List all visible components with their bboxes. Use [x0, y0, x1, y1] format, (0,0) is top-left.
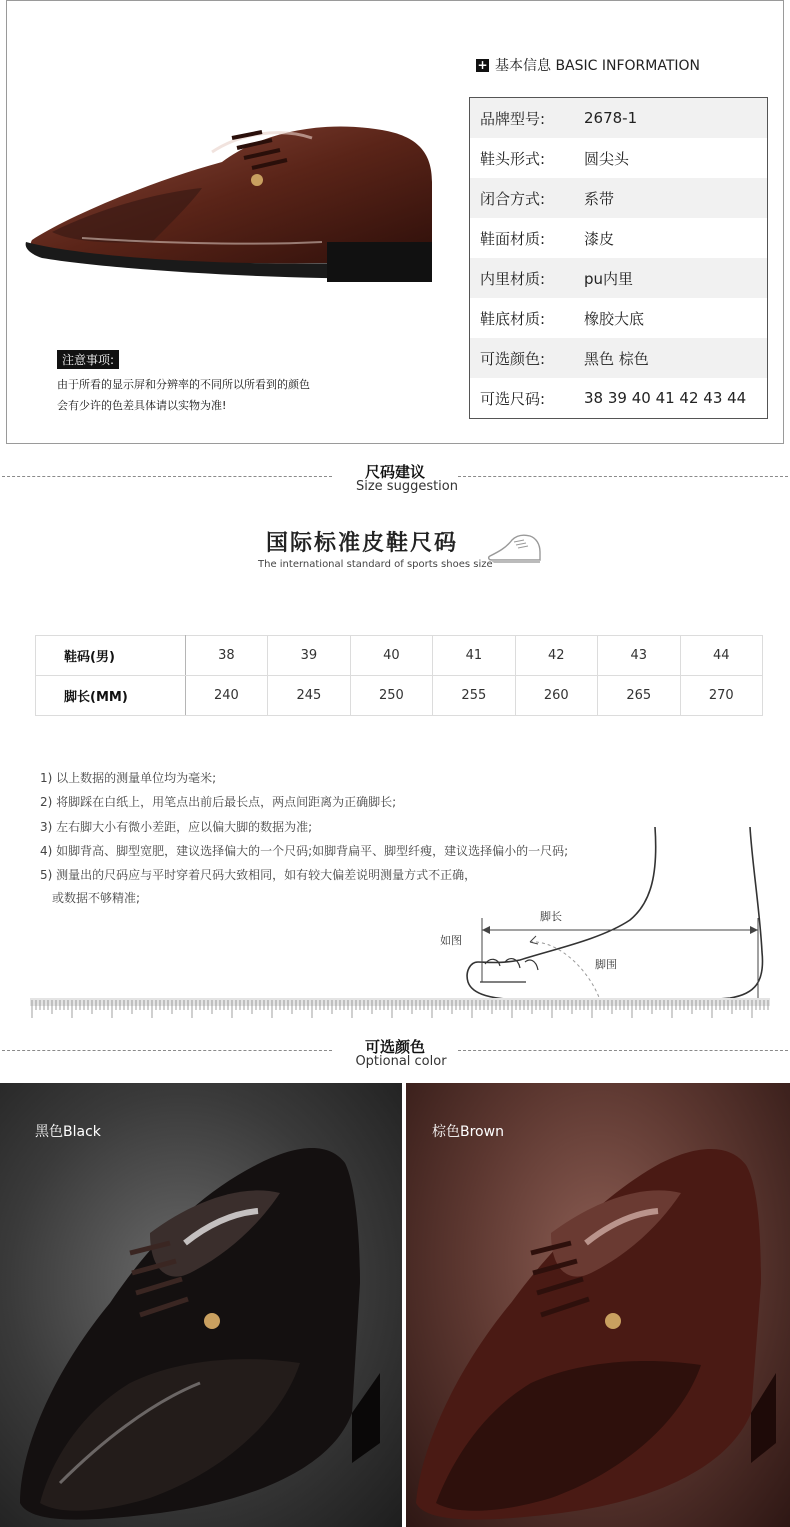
size-chart-table	[35, 635, 763, 716]
notice-tag: 注意事项:	[57, 350, 119, 369]
size-section-title: 尺码建议	[364, 463, 425, 481]
as-shown-label: 如图	[440, 934, 462, 947]
spec-value: 橡胶大底	[584, 309, 645, 328]
section-divider-left	[2, 1050, 332, 1051]
table-cell: 44	[680, 636, 762, 676]
spec-value: 黑色 棕色	[584, 349, 649, 368]
spec-label: 可选颜色:	[480, 349, 546, 368]
black-shoe-image	[0, 1083, 402, 1527]
spec-value: 系带	[584, 189, 615, 208]
spec-value: 38 39 40 41 42 43 44	[584, 389, 747, 407]
note-item: 或数据不够精准;	[52, 891, 141, 905]
foot-length-label: 脚长	[540, 910, 562, 923]
spec-label: 品牌型号:	[480, 109, 546, 128]
table-cell: 270	[680, 676, 762, 716]
spec-row-closure	[470, 178, 767, 218]
spec-label: 鞋底材质:	[480, 309, 546, 328]
black-shoe-photo	[0, 1083, 402, 1527]
spec-label: 闭合方式:	[480, 189, 546, 208]
note-item: 3) 左右脚大小有微小差距，应以偏大脚的数据为准;	[40, 820, 313, 834]
standard-size-subtitle: The international standard of sports shoes size	[258, 559, 493, 570]
section-divider-right	[458, 476, 788, 477]
spec-row-model	[470, 98, 767, 138]
standard-size-title: 国际标准皮鞋尺码	[266, 531, 459, 556]
black-color-label: 黑色Black	[35, 1124, 101, 1140]
spec-label: 鞋面材质:	[480, 229, 546, 248]
spec-row-colors	[470, 338, 767, 378]
table-cell: 40	[350, 636, 432, 676]
size-section-subtitle: Size suggestion	[355, 479, 458, 494]
notice-text: 由于所看的显示屏和分辨率的不同所以所看到的颜色	[57, 378, 310, 391]
spec-value: pu内里	[584, 269, 634, 288]
table-row	[36, 636, 763, 676]
table-cell: 260	[515, 676, 597, 716]
spec-value: 2678-1	[584, 109, 638, 127]
table-cell: 39	[268, 636, 350, 676]
spec-label: 可选尺码:	[480, 389, 546, 408]
row-header-foot-length: 脚长(MM)	[36, 676, 186, 716]
table-cell: 38	[185, 636, 267, 676]
basic-info-title-text: 基本信息 BASIC INFORMATION	[495, 58, 701, 74]
spec-label: 内里材质:	[480, 269, 546, 288]
spec-label: 鞋头形式:	[480, 149, 546, 168]
spec-value: 漆皮	[584, 229, 615, 248]
table-cell: 255	[433, 676, 515, 716]
ruler-graphic	[30, 998, 770, 1020]
color-section-title: 可选颜色	[364, 1038, 425, 1056]
spec-row-toe	[470, 138, 767, 178]
note-item: 1) 以上数据的测量单位均为毫米;	[40, 771, 217, 785]
spec-row-sizes	[470, 378, 767, 418]
table-cell: 265	[598, 676, 680, 716]
table-row	[36, 676, 763, 716]
section-divider-left	[2, 476, 332, 477]
table-cell: 42	[515, 636, 597, 676]
brown-shoe-image	[22, 92, 442, 292]
brown-shoe-photo	[406, 1083, 790, 1527]
table-cell: 43	[598, 636, 680, 676]
brown-color-label: 棕色Brown	[432, 1124, 504, 1140]
color-section-subtitle: Optional color	[355, 1054, 447, 1069]
brown-shoe-image-large	[406, 1083, 790, 1527]
table-cell: 41	[433, 636, 515, 676]
spec-value: 圆尖头	[584, 149, 630, 168]
spec-row-upper	[470, 218, 767, 258]
foot-measure-diagram	[430, 822, 770, 1012]
note-item: 2) 将脚踩在白纸上，用笔点出前后最长点，两点间距离为正确脚长;	[40, 795, 397, 809]
plus-icon: +	[477, 57, 488, 72]
note-item: 4) 如脚背高、脚型宽肥，建议选择偏大的一个尺码;如脚背扁平、脚型纤瘦，建议选择偏小的一尺码;	[40, 844, 569, 858]
section-divider-right	[458, 1050, 788, 1051]
spec-row-sole	[470, 298, 767, 338]
basic-info-title	[476, 55, 700, 75]
note-item: 5) 测量出的尺码应与平时穿着尺码大致相同，如有较大偏差说明测量方式不正确，	[40, 868, 477, 882]
notice-text: 会有少许的色差具体请以实物为准!	[57, 399, 227, 412]
spec-row-lining	[470, 258, 767, 298]
foot-girth-label: 脚围	[595, 958, 617, 971]
row-header-shoe-size: 鞋码(男)	[36, 636, 186, 676]
table-cell: 240	[185, 676, 267, 716]
table-cell: 250	[350, 676, 432, 716]
spec-table	[469, 97, 768, 419]
table-cell: 245	[268, 676, 350, 716]
shoe-outline-icon	[486, 530, 544, 566]
